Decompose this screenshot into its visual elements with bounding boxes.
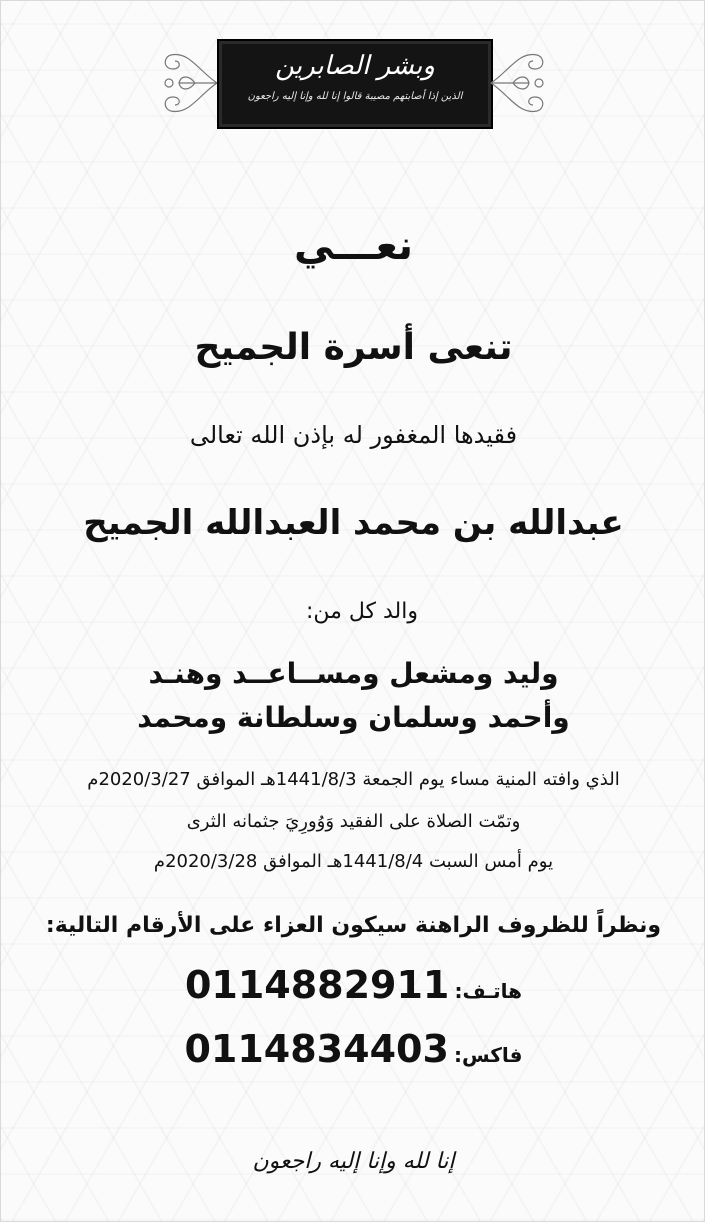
fax-number: 0114834403	[184, 1027, 449, 1071]
phone-label: هاتـف:	[454, 979, 523, 1003]
details-line-3: يوم أمس السبت 1441/8/4هـ الموافق 2020/3/28م	[153, 851, 554, 872]
intro-line: فقيدها المغفور له بإذن الله تعالى	[189, 421, 518, 449]
banner-box	[217, 39, 493, 129]
fax-label: فاكس:	[453, 1043, 523, 1067]
floral-ornament-icon	[487, 41, 549, 125]
children-line-1: وليد ومشعل ومســاعــد وهنـد	[148, 657, 559, 690]
deceased-name: عبدالله بن محمد العبدالله الجميح	[83, 503, 624, 543]
details-line-1: الذي وافته المنية مساء يوم الجمعة 1441/8/3هـ الموافق 2020/3/27م	[87, 769, 620, 790]
phone-number: 0114882911	[184, 963, 450, 1007]
floral-ornament-icon	[159, 41, 221, 125]
condolence-line: ونظراً للظروف الراهنة سيكون العزاء على الأرقام التالية:	[45, 913, 662, 938]
fax-row	[1, 1027, 705, 1071]
header-banner	[159, 35, 549, 131]
family-line: تنعى أسرة الجميح	[194, 327, 513, 368]
phone-row	[1, 963, 705, 1007]
children-line-2: وأحمد وسلمان وسلطانة ومحمد	[137, 701, 570, 734]
banner-title: وبشر الصابرين	[275, 51, 435, 81]
banner-subtitle: الذين إذا أصابتهم مصيبة قالوا إنا لله وإنا إليه راجعون	[247, 91, 463, 102]
details-line-2: وتمّت الصلاة على الفقيد وَوُورِيَ جثمانه الثرى	[186, 811, 521, 832]
notice-heading: نعـــي	[293, 223, 414, 269]
father-of-label: والد كل من:	[305, 599, 418, 624]
footer-verse: إنا لله وإنا إليه راجعون	[252, 1149, 455, 1174]
